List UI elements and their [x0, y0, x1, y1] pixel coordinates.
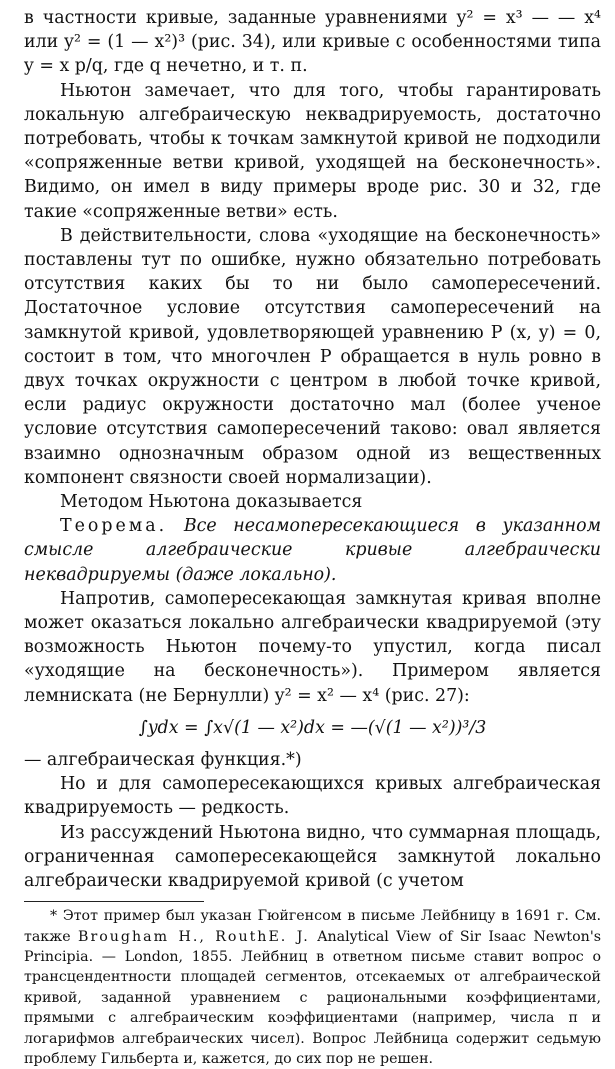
formula: ∫ydx = ∫x√(1 — x²)dx = —(√(1 — x²))³/3	[138, 717, 487, 738]
paragraph-7: Но и для самопересекающихся кривых алгебраическая квадрируемость — редкость.	[24, 774, 601, 819]
footnote-part-1: * Этот пример был указан Гюйгенсом в письме Лейбницу в 1691 г. См. также	[24, 908, 601, 945]
paragraph-1: в частности кривые, заданные уравнениями y² = x³ — — x⁴ или y² = (1 — x²)³ (рис. 34), или кривые с особенностями типа y = x p/q, где q нечетно, и т. п.	[24, 8, 601, 77]
paragraph-2: Ньютон замечает, что для того, чтобы гарантировать локальную алгебраическую неквадрируемость, достаточно потребовать, чтобы к точкам замкнутой кривой не подходили «сопряженные ветви кривой, уходящей на бесконечность». Видимо, он имел в виду примеры вроде рис. 30 и 32, где такие «сопряженные ветви» есть.	[24, 80, 601, 222]
paragraph-3: В действительности, слова «уходящие на бесконечность» поставлены тут по ошибке, нужно обязательно потребовать отсутствия каких бы то ни было самопересечений. Достаточное условие отсутствия самопересечений на замкнутой кривой, удовлетворяющей уравнению P (x, y) = 0, состоит в том, что многочлен P обращается в нуль ровно в двух точках окружности с центром в любой точке кривой, если радиус окружности достаточно мал (более ученое условие отсутствия самопересечений таково: овал является взаимно однозначным образом одной из вещественных компонент связности своей нормализации).	[24, 225, 601, 488]
paragraph-4: Методом Ньютона доказывается	[60, 492, 363, 513]
paragraph-8: Из рассуждений Ньютона видно, что суммарная площадь, ограниченная самопересекающейся замкнутой локально алгебраически квадрируемой кривой (с учетом	[24, 822, 601, 891]
theorem	[24, 514, 601, 587]
main-text	[24, 6, 601, 893]
footnote-text	[24, 906, 601, 1069]
theorem-text: Все несамопересекающиеся в указанном смысле алгебраические кривые алгебраически неквадрируемы (даже локально).	[24, 516, 602, 585]
paragraph-6: — алгебраическая функция.*)	[24, 749, 302, 770]
footnote-author: Brougham H., RouthE. J.	[78, 928, 310, 945]
theorem-label: Теорема.	[60, 516, 168, 537]
paragraph-5: Напротив, самопересекающая замкнутая кривая вполне может оказаться локально алгебраически квадрируемой (эту возможность Ньютон почему-то упустил, когда писал «уходящие на бесконечность»). Примером является лемниската (не Бернулли) y² = x² — x⁴ (рис. 27):	[24, 588, 601, 706]
footnote	[24, 906, 601, 1069]
footnote-part-2: Analytical View of Sir Isaac Newton's Principia. — London, 1855. Лейбниц в ответном письме ставит вопрос о трансцендентности площадей сегментов, отсекаемых от алгебраической кривой, заданной уравнением с рациональными коэффициентами, прямыми с алгебраическим коэффициентами (например, числа π и логарифмов алгебраических чисел). Вопрос Лейбница содержит седьмую проблему Гильберта и, кажется, до сих пор не решен.	[24, 928, 601, 1067]
footnote-divider	[24, 901, 204, 902]
